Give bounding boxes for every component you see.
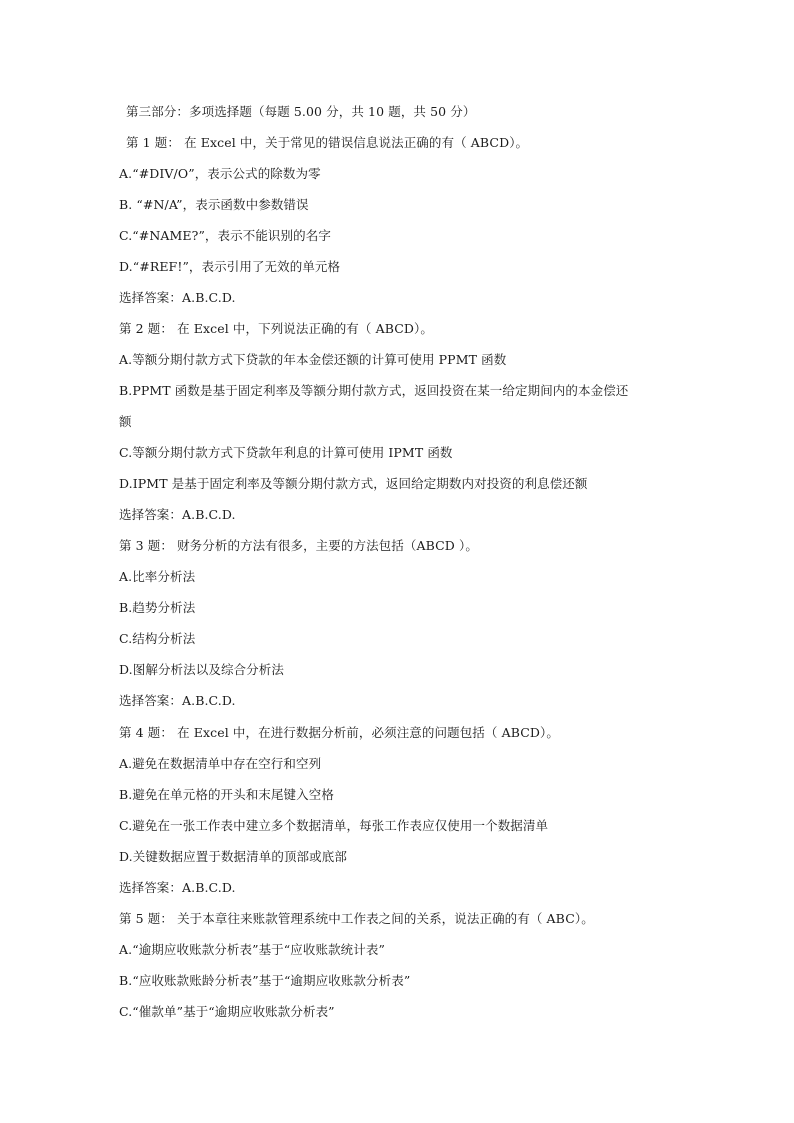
question-1-option-a: A.“#DIV/O”，表示公式的除数为零	[119, 166, 321, 181]
question-1-option-d: D.“#REF!”，表示引用了无效的单元格	[119, 259, 341, 274]
question-2-option-b: B.PPMT 函数是基于固定利率及等额分期付款方式，返回投资在某一给定期间内的本金偿还	[119, 383, 629, 398]
question-2-option-d: D.IPMT 是基于固定利率及等额分期付款方式，返回给定期数内对投资的利息偿还额	[119, 476, 588, 491]
question-2-stem: 第 2 题： 在 Excel 中，下列说法正确的有（ ABCD）。	[119, 321, 433, 336]
question-2-option-a: A.等额分期付款方式下贷款的年本金偿还额的计算可使用 PPMT 函数	[119, 352, 507, 367]
question-2-option-c: C.等额分期付款方式下贷款年利息的计算可使用 IPMT 函数	[119, 445, 453, 460]
question-2-answer: 选择答案：A.B.C.D.	[119, 507, 236, 522]
question-5-stem: 第 5 题： 关于本章往来账款管理系统中工作表之间的关系，说法正确的有（ ABC）。	[119, 911, 594, 926]
question-3-option-d: D.图解分析法以及综合分析法	[119, 662, 284, 677]
question-4-answer: 选择答案：A.B.C.D.	[119, 880, 236, 895]
question-4-option-b: B.避免在单元格的开头和末尾键入空格	[119, 787, 334, 802]
question-1-option-c: C.“#NAME?”，表示不能识别的名字	[119, 228, 331, 243]
section-header: 第三部分：多项选择题（每题 5.00 分，共 10 题，共 50 分）	[126, 104, 476, 119]
question-3-stem: 第 3 题： 财务分析的方法有很多，主要的方法包括（ABCD ）。	[119, 538, 478, 553]
question-1-option-b: B. “#N/A”，表示函数中参数错误	[119, 197, 309, 212]
question-1-stem: 第 1 题： 在 Excel 中，关于常见的错误信息说法正确的有（ ABCD）。	[126, 135, 529, 150]
question-3-answer: 选择答案：A.B.C.D.	[119, 693, 236, 708]
question-4-option-c: C.避免在一张工作表中建立多个数据清单，每张工作表应仅使用一个数据清单	[119, 818, 549, 833]
question-3-option-a: A.比率分析法	[119, 569, 196, 584]
question-4-option-d: D.关键数据应置于数据清单的顶部或底部	[119, 849, 347, 864]
question-1-answer: 选择答案：A.B.C.D.	[119, 290, 236, 305]
question-2-option-b-continued: 额	[119, 414, 132, 429]
question-5-option-b: B.“应收账款账龄分析表”基于“逾期应收账款分析表”	[119, 973, 411, 988]
question-5-option-c: C.“催款单”基于“逾期应收账款分析表”	[119, 1004, 335, 1019]
question-5-option-a: A.“逾期应收账款分析表”基于“应收账款统计表”	[119, 942, 385, 957]
question-3-option-c: C.结构分析法	[119, 631, 196, 646]
question-4-stem: 第 4 题： 在 Excel 中，在进行数据分析前，必须注意的问题包括（ ABCD）。	[119, 725, 559, 740]
question-4-option-a: A.避免在数据清单中存在空行和空列	[119, 756, 322, 771]
question-3-option-b: B.趋势分析法	[119, 600, 196, 615]
